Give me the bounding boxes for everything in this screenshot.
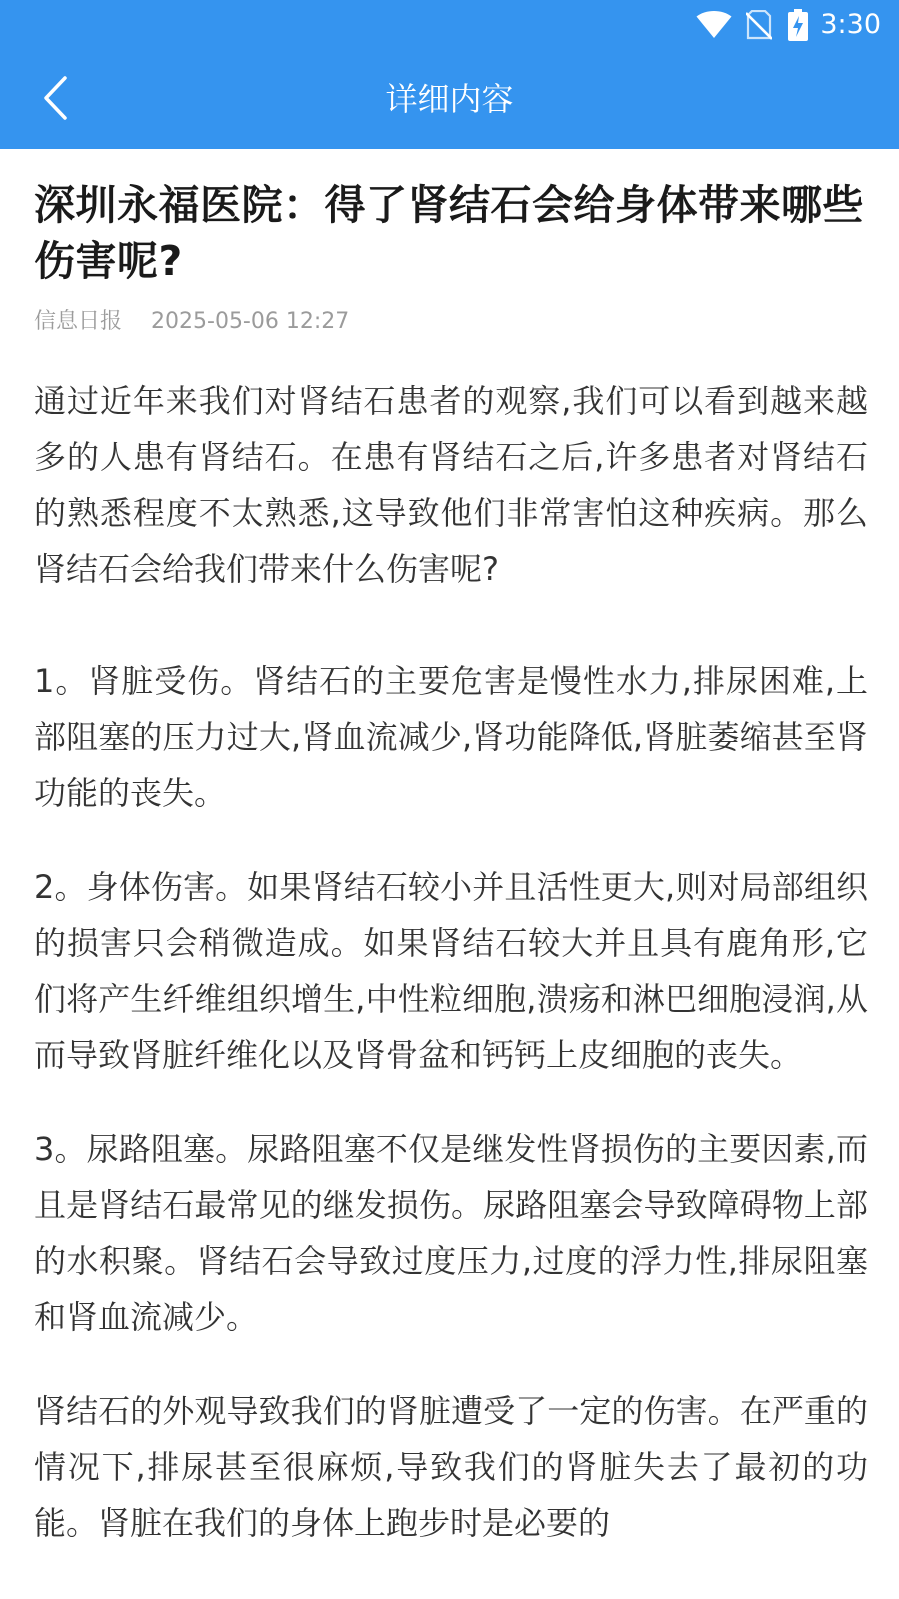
status-bar	[0, 0, 899, 50]
article-body	[34, 373, 868, 1551]
battery-charging-icon	[788, 9, 808, 41]
article-paragraph: 通过近年来我们对肾结石患者的观察,我们可以看到越来越多的人患有肾结石。在患有肾结石之后,许多患者对肾结石的熟悉程度不太熟悉,这导致他们非常害怕这种疾病。那么肾结石会给我们带来什么伤害呢?	[34, 382, 868, 588]
article-paragraph: 2。身体伤害。如果肾结石较小并且活性更大,则对局部组织的损害只会稍微造成。如果肾结石较大并且具有鹿角形,它们将产生纤维组织增生,中性粒细胞,溃疡和淋巴细胞浸润,从而导致肾脏纤维化以及肾骨盆和钙钙上皮细胞的丧失。	[34, 868, 868, 1074]
back-button[interactable]	[28, 72, 84, 128]
wifi-icon	[696, 11, 732, 39]
status-icons	[696, 8, 881, 42]
article-content	[34, 149, 868, 1551]
app-bar	[0, 50, 899, 149]
article-date: 2025-05-06 12:27	[151, 309, 350, 334]
article-paragraph: 3。尿路阻塞。尿路阻塞不仅是继发性肾损伤的主要因素,而且是肾结石最常见的继发损伤。尿路阻塞会导致障碍物上部的水积聚。肾结石会导致过度压力,过度的浮力性,排尿阻塞和肾血流减少。	[34, 1130, 868, 1336]
article-source: 信息日报	[34, 309, 123, 334]
article-paragraph: 1。肾脏受伤。肾结石的主要危害是慢性水力,排尿困难,上部阻塞的压力过大,肾血流减少,肾功能降低,肾脏萎缩甚至肾功能的丧失。	[34, 662, 868, 812]
article-paragraph: 肾结石的外观导致我们的肾脏遭受了一定的伤害。在严重的情况下,排尿甚至很麻烦,导致我们的肾脏失去了最初的功能。肾脏在我们的身体上跑步时是必要的	[34, 1392, 868, 1542]
chevron-left-icon	[41, 75, 71, 125]
no-sim-icon	[746, 10, 772, 40]
article-title: 深圳永福医院：得了肾结石会给身体带来哪些伤害呢?	[34, 181, 864, 285]
page-title: 详细内容	[385, 80, 514, 118]
article-meta	[34, 307, 868, 337]
clock: 3:30	[820, 9, 881, 40]
